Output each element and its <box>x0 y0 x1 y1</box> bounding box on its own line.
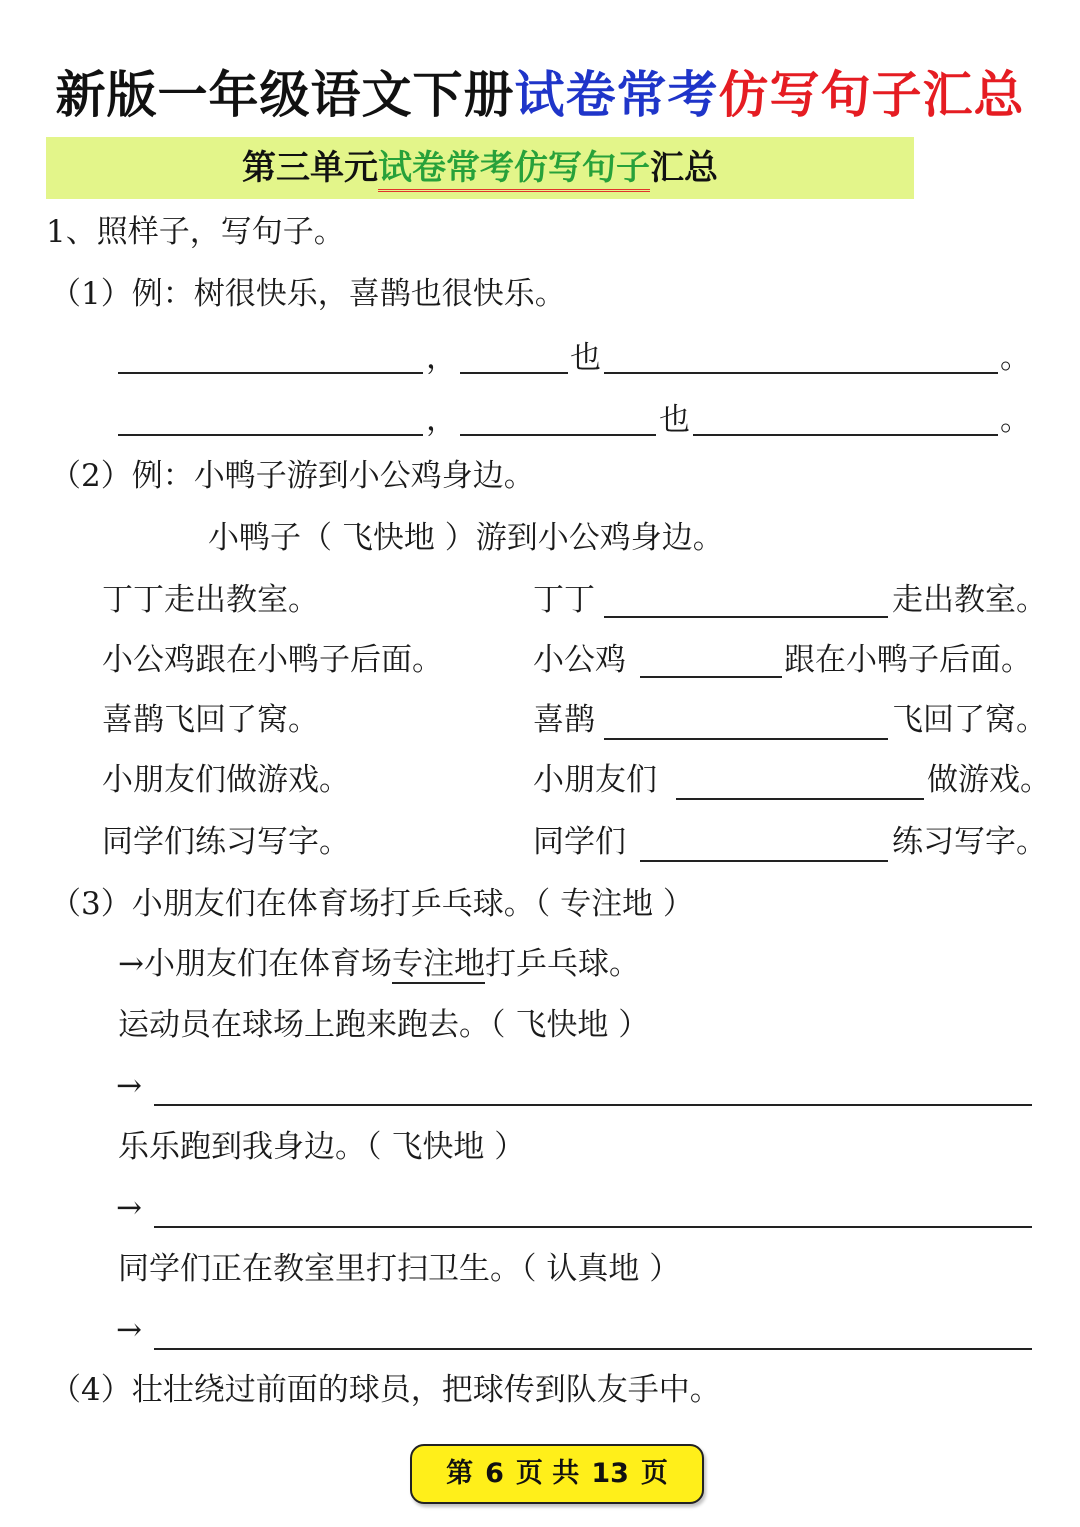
row-right: 练习写字。 <box>892 824 1047 860</box>
answer-post: 打乒乓球。 <box>484 946 640 982</box>
answer-blank[interactable] <box>604 738 888 740</box>
part3-item: 乐乐跑到我身边。（ 飞快地 ） <box>118 1129 526 1165</box>
part1-example: （1）例：树很快乐，喜鹊也很快乐。 <box>50 276 566 312</box>
answer-blank[interactable] <box>693 434 998 436</box>
row-left: 丁丁 <box>533 582 595 618</box>
part3-example-answer <box>118 944 640 984</box>
page-end: 页 <box>640 1458 668 1489</box>
question-1-title: 1、照样子，写句子。 <box>46 214 345 250</box>
part2-example-answer: 小鸭子（ 飞快地 ）游到小公鸡身边。 <box>208 520 724 556</box>
unit-heading <box>46 137 914 199</box>
comma: ， <box>426 340 457 376</box>
part4-text: （4）壮壮绕过前面的球员，把球传到队友手中。 <box>50 1372 721 1408</box>
unit-prefix: 第三单元 <box>242 148 378 188</box>
title-part1: 新版一年级语文下册 <box>55 66 515 124</box>
row-right: 走出教室。 <box>892 582 1047 618</box>
comma: ， <box>426 402 457 438</box>
answer-blank[interactable] <box>460 434 656 436</box>
page-mid: 页 共 <box>515 1458 580 1489</box>
answer-blank[interactable] <box>118 434 423 436</box>
arrow-icon: → <box>116 1190 142 1226</box>
row-original: 同学们练习写字。 <box>102 824 350 860</box>
page-total: 13 <box>591 1458 629 1489</box>
row-original: 喜鹊飞回了窝。 <box>102 702 319 738</box>
answer-blank[interactable] <box>676 798 924 800</box>
page-current: 6 <box>485 1458 504 1489</box>
answer-blank[interactable] <box>118 372 423 374</box>
arrow-icon: → <box>116 1312 142 1348</box>
row-left: 同学们 <box>533 824 626 860</box>
part3-example: （3）小朋友们在体育场打乒乓球。（ 专注地 ） <box>50 886 694 922</box>
unit-suffix: 汇总 <box>650 148 718 188</box>
row-left: 小公鸡 <box>533 642 626 678</box>
part3-item: 运动员在球场上跑来跑去。（ 飞快地 ） <box>118 1007 650 1043</box>
row-original: 丁丁走出教室。 <box>102 582 319 618</box>
part3-item: 同学们正在教室里打扫卫生。（ 认真地 ） <box>118 1251 681 1287</box>
answer-blank[interactable] <box>604 616 888 618</box>
ye-char: 也 <box>659 402 690 438</box>
title-part2: 试卷常考 <box>514 66 719 124</box>
answer-blank[interactable] <box>460 372 568 374</box>
row-original: 小公鸡跟在小鸭子后面。 <box>102 642 443 678</box>
part2-example: （2）例：小鸭子游到小公鸡身边。 <box>50 458 535 494</box>
answer-line[interactable] <box>154 1104 1032 1106</box>
page-title <box>0 62 1080 128</box>
unit-highlight: 试卷常考仿写句子 <box>378 148 650 192</box>
title-part3: 仿写句子汇总 <box>718 66 1025 124</box>
row-right: 跟在小鸭子后面。 <box>784 642 1032 678</box>
answer-blank[interactable] <box>604 372 998 374</box>
answer-line[interactable] <box>154 1226 1032 1228</box>
row-left: 小朋友们 <box>533 762 657 798</box>
row-left: 喜鹊 <box>533 702 595 738</box>
row-right: 飞回了窝。 <box>892 702 1047 738</box>
page-label: 第 <box>446 1458 474 1489</box>
row-original: 小朋友们做游戏。 <box>102 762 350 798</box>
ye-char: 也 <box>570 340 601 376</box>
answer-pre: →小朋友们在体育场 <box>118 946 392 982</box>
answer-blank[interactable] <box>640 676 782 678</box>
period: 。 <box>1000 402 1031 438</box>
answer-word: 专注地 <box>391 946 485 982</box>
page-indicator <box>410 1444 704 1504</box>
answer-blank[interactable] <box>640 860 888 862</box>
answer-line[interactable] <box>154 1348 1032 1350</box>
row-right: 做游戏。 <box>927 762 1051 798</box>
arrow-icon: → <box>116 1068 142 1104</box>
period: 。 <box>1000 340 1031 376</box>
